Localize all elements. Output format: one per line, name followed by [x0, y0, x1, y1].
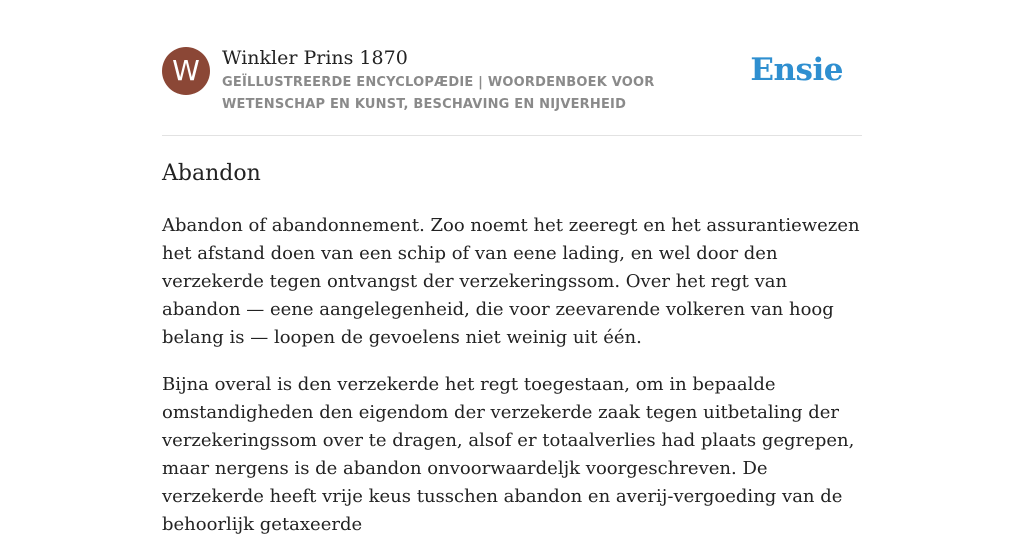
source-avatar[interactable]: W	[162, 47, 210, 95]
source-title-link[interactable]: Winkler Prins 1870	[222, 47, 408, 69]
source-subtitle: GEÏLLUSTREERDE ENCYCLOPÆDIE | WOORDENBOEK VOOR WETENSCHAP EN KUNST, BESCHAVING EN NIJVERHEID	[222, 75, 655, 112]
article-body	[162, 212, 862, 558]
article-paragraph: Bijna overal is den verzekerde het regt toegestaan, om in bepaalde omstandigheden den eigendom der verzekerde zaak tegen uitbetaling der verzekeringssom over te dragen, alsof er totaalverlies had plaats gegrepen, maar nergens is de abandon onvoorwaardeljk voorgeschreven. De verzekerde heeft vrije keus tusschen abandon en averij-vergoeding van de behoorlijk getaxeerde	[162, 374, 855, 535]
ensie-logo-link[interactable]: Ensie	[750, 52, 843, 88]
article-title: Abandon	[162, 161, 261, 186]
source-header	[162, 0, 862, 136]
page-container	[162, 0, 862, 535]
article-paragraph: Abandon of abandonnement. Zoo noemt het zeeregt en het assurantiewezen het afstand doen van een schip of van eene lading, en wel door den verzekerde tegen ontvangst der verzekeringssom. Over het regt van abandon — eene aangelegenheid, die voor zeevarende volkeren van hoog belang is — loopen de gevoelens niet weinig uit één.	[162, 215, 860, 348]
